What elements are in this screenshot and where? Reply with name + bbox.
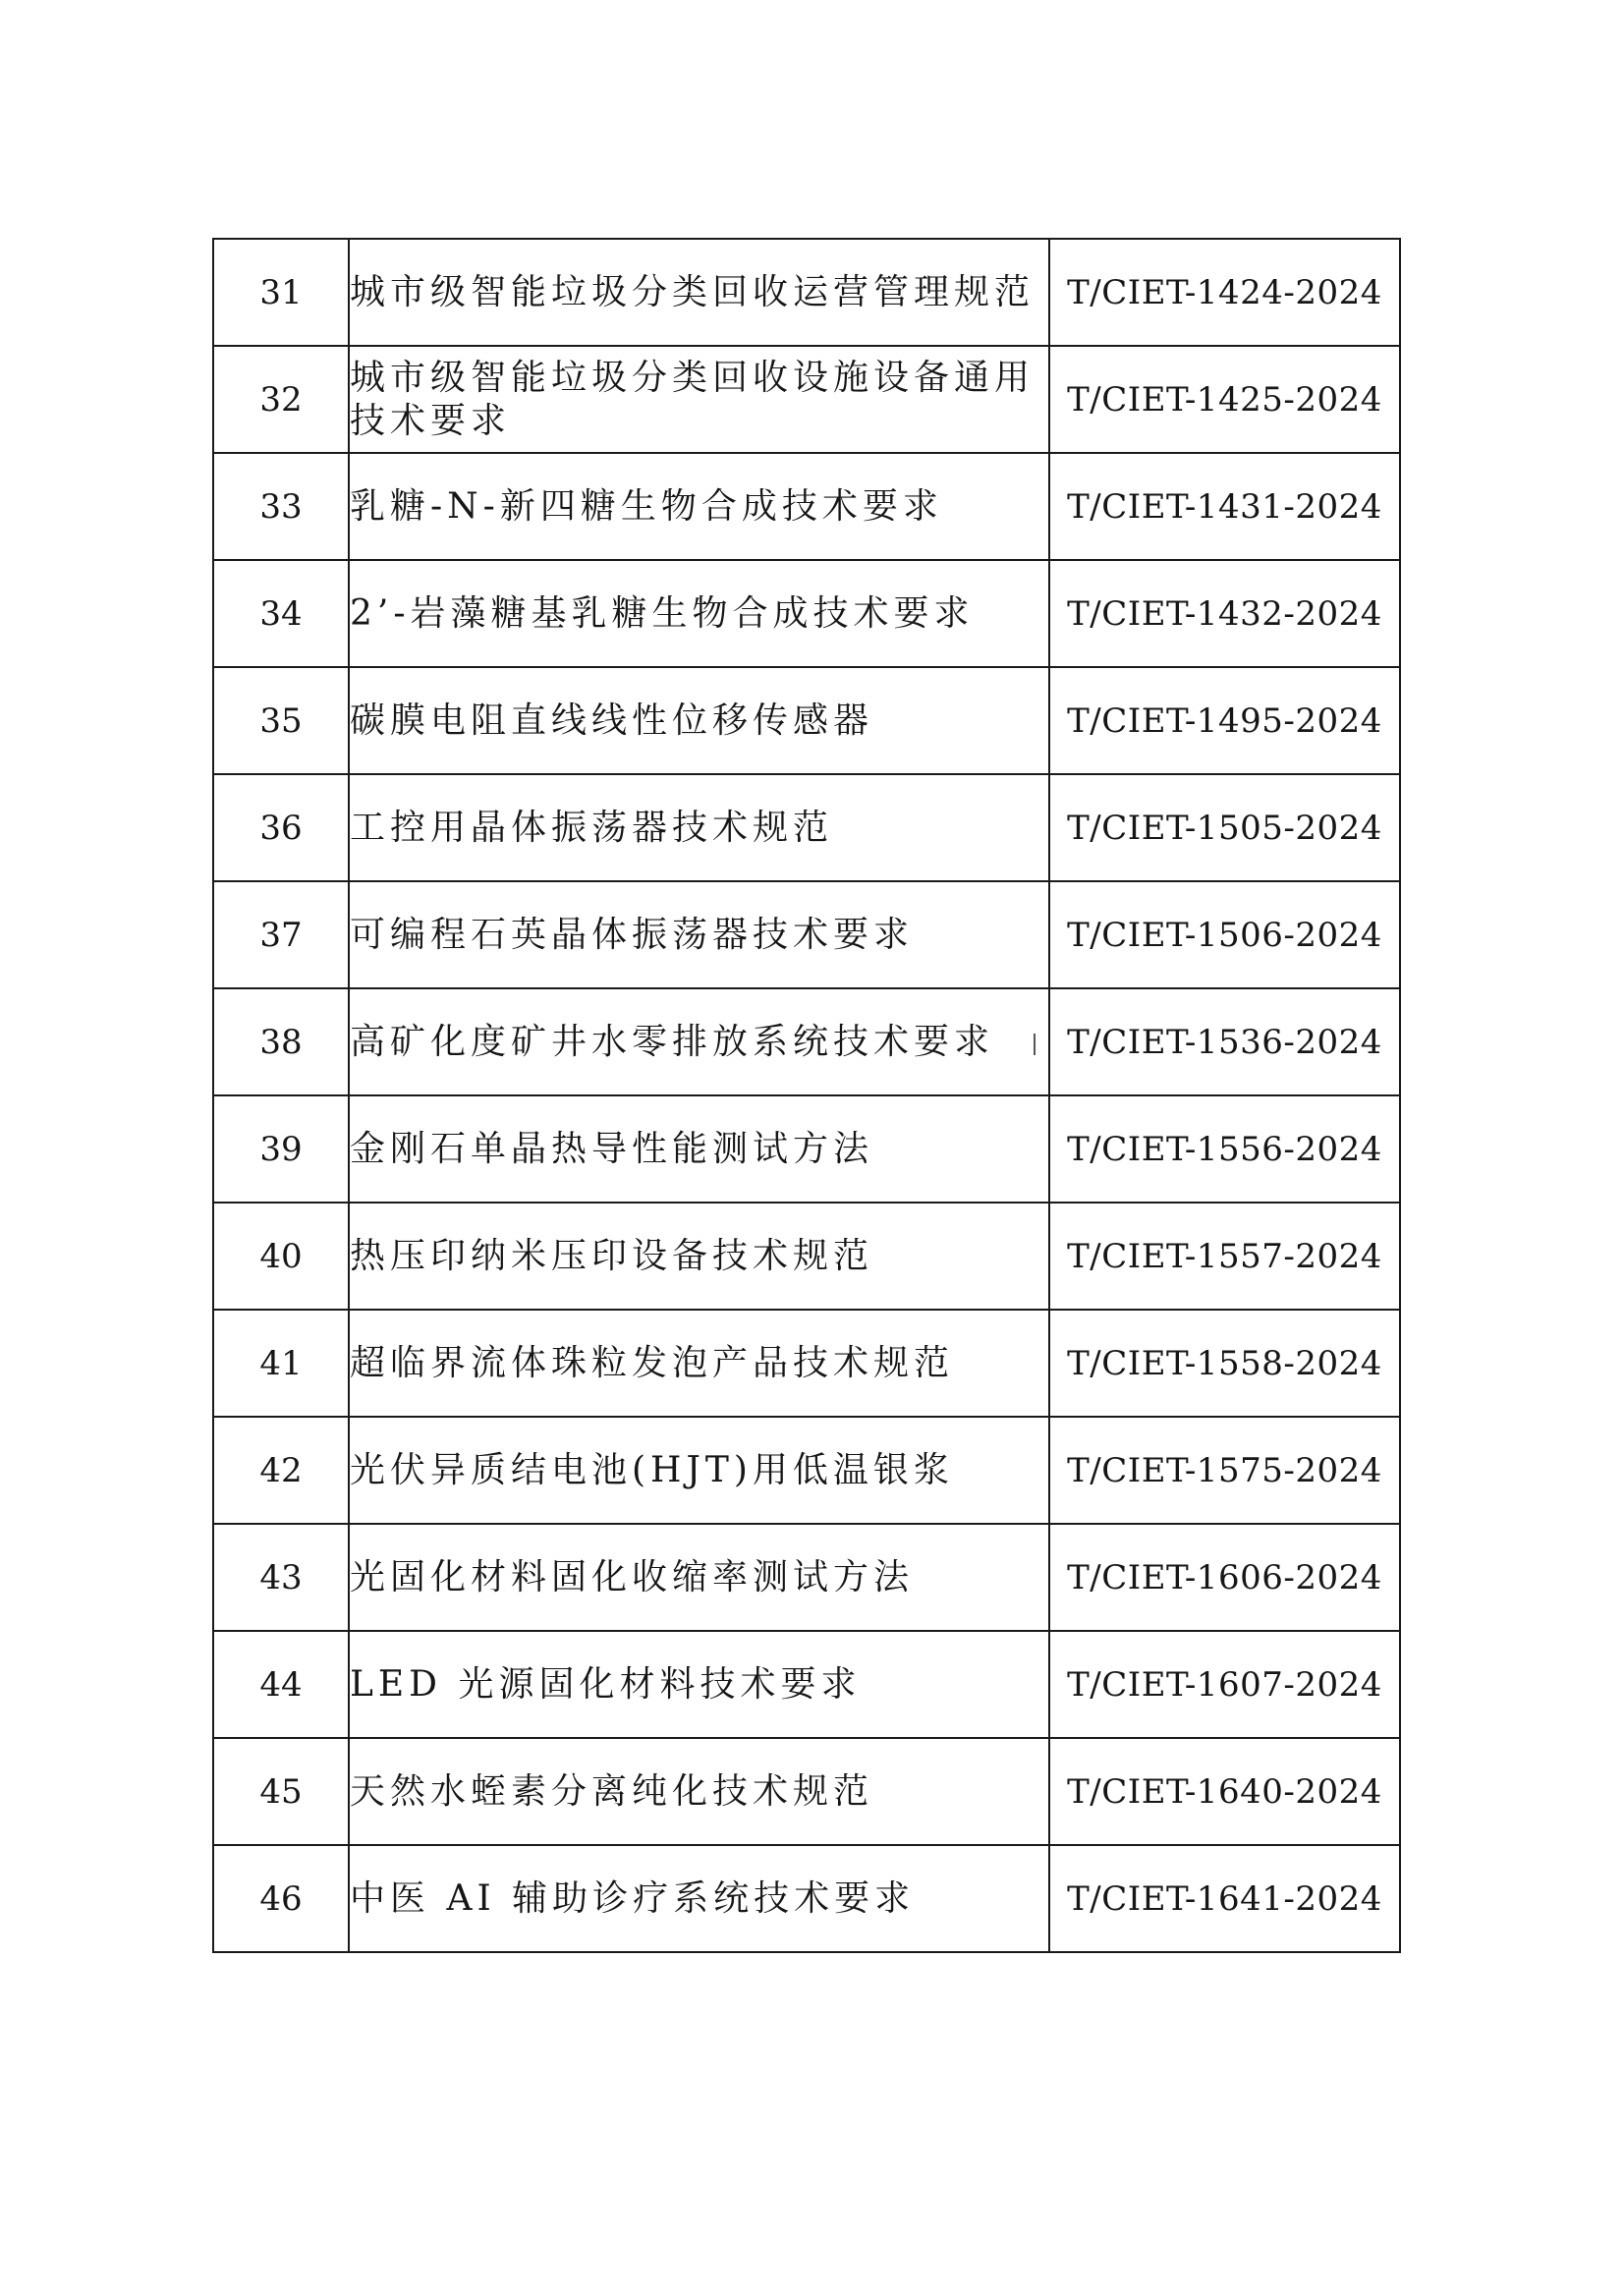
standard-name: 光伏异质结电池(HJT)用低温银浆: [349, 1417, 1049, 1524]
standards-table: [212, 238, 1401, 1953]
standard-code: T/CIET-1506-2024: [1049, 881, 1400, 988]
table-row: [213, 774, 1400, 881]
standard-code: T/CIET-1607-2024: [1049, 1631, 1400, 1738]
standard-code: T/CIET-1557-2024: [1049, 1203, 1400, 1310]
row-number: 35: [213, 667, 349, 774]
standard-name: 2’-岩藻糖基乳糖生物合成技术要求: [349, 560, 1049, 667]
standard-code: T/CIET-1425-2024: [1049, 346, 1400, 453]
table-row: [213, 1631, 1400, 1738]
table-row: [213, 1203, 1400, 1310]
table-row: [213, 881, 1400, 988]
standard-name-cell: [349, 988, 1049, 1095]
row-number: 37: [213, 881, 349, 988]
standard-code: T/CIET-1432-2024: [1049, 560, 1400, 667]
table-row: [213, 1738, 1400, 1845]
standard-code: T/CIET-1606-2024: [1049, 1524, 1400, 1631]
row-number: 36: [213, 774, 349, 881]
standard-code: T/CIET-1431-2024: [1049, 453, 1400, 560]
row-number: 45: [213, 1738, 349, 1845]
table-row: [213, 239, 1400, 346]
table-row: [213, 1417, 1400, 1524]
scan-mark: [1034, 1034, 1036, 1055]
standard-code: T/CIET-1424-2024: [1049, 239, 1400, 346]
standard-code: T/CIET-1575-2024: [1049, 1417, 1400, 1524]
standard-name: 可编程石英晶体振荡器技术要求: [349, 881, 1049, 988]
row-number: 41: [213, 1310, 349, 1417]
table-row: [213, 1310, 1400, 1417]
standard-name: 中医 AI 辅助诊疗系统技术要求: [349, 1845, 1049, 1952]
standard-code: T/CIET-1556-2024: [1049, 1095, 1400, 1203]
standard-code: T/CIET-1505-2024: [1049, 774, 1400, 881]
row-number: 39: [213, 1095, 349, 1203]
row-number: 38: [213, 988, 349, 1095]
standard-code: T/CIET-1495-2024: [1049, 667, 1400, 774]
table-row: [213, 1095, 1400, 1203]
standard-name: 碳膜电阻直线线性位移传感器: [349, 667, 1049, 774]
standard-name: 光固化材料固化收缩率测试方法: [349, 1524, 1049, 1631]
standard-name: 超临界流体珠粒发泡产品技术规范: [349, 1310, 1049, 1417]
standard-name: 金刚石单晶热导性能测试方法: [349, 1095, 1049, 1203]
row-number: 43: [213, 1524, 349, 1631]
standard-name: 高矿化度矿井水零排放系统技术要求: [350, 1021, 995, 1062]
row-number: 32: [213, 346, 349, 453]
table-row: [213, 1845, 1400, 1952]
row-number: 31: [213, 239, 349, 346]
standard-name: 热压印纳米压印设备技术规范: [349, 1203, 1049, 1310]
standard-name: 工控用晶体振荡器技术规范: [349, 774, 1049, 881]
table-row: [213, 1524, 1400, 1631]
standard-code: T/CIET-1558-2024: [1049, 1310, 1400, 1417]
table-row: [213, 667, 1400, 774]
table-row: [213, 560, 1400, 667]
row-number: 42: [213, 1417, 349, 1524]
standard-name: 乳糖-N-新四糖生物合成技术要求: [349, 453, 1049, 560]
standard-name: 城市级智能垃圾分类回收运营管理规范: [349, 239, 1049, 346]
table-row: [213, 988, 1400, 1095]
row-number: 46: [213, 1845, 349, 1952]
table-row: [213, 346, 1400, 453]
standard-name: LED 光源固化材料技术要求: [349, 1631, 1049, 1738]
standard-name: 天然水蛭素分离纯化技术规范: [349, 1738, 1049, 1845]
row-number: 40: [213, 1203, 349, 1310]
standard-name: 城市级智能垃圾分类回收设施设备通用技术要求: [349, 346, 1049, 453]
row-number: 44: [213, 1631, 349, 1738]
standard-code: T/CIET-1641-2024: [1049, 1845, 1400, 1952]
standard-code: T/CIET-1640-2024: [1049, 1738, 1400, 1845]
table-row: [213, 453, 1400, 560]
row-number: 34: [213, 560, 349, 667]
row-number: 33: [213, 453, 349, 560]
standard-code: T/CIET-1536-2024: [1049, 988, 1400, 1095]
